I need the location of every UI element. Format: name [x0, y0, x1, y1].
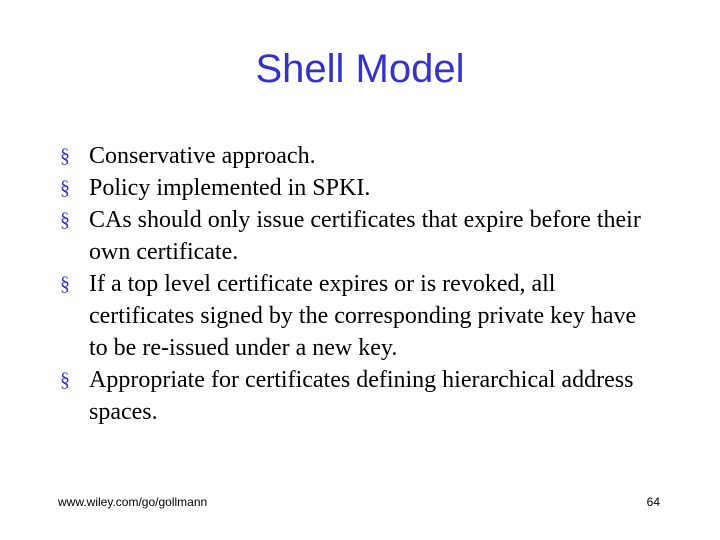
- bullet-item-cas-expiry: [60, 204, 660, 268]
- bullet-marker-icon: §: [60, 145, 70, 167]
- page-number: 64: [646, 495, 660, 509]
- bullet-marker-icon: §: [60, 369, 70, 391]
- bullet-text: If a top level certificate expires or is revoked, all certificates signed by the corresponding private key have to be re-issued under a new key.: [89, 271, 637, 361]
- bullet-text: Appropriate for certificates defining hierarchical address spaces.: [89, 367, 634, 425]
- bullet-marker-icon: §: [60, 273, 70, 295]
- bullet-text: Policy implemented in SPKI.: [89, 175, 371, 201]
- bullet-marker-icon: §: [60, 209, 70, 231]
- bullet-text: CAs should only issue certificates that expire before their own certificate.: [89, 207, 641, 265]
- bullet-item-policy: [60, 172, 660, 204]
- bullet-item-conservative: [60, 140, 660, 172]
- bullet-list: [60, 140, 660, 428]
- bullet-text: Conservative approach.: [89, 143, 316, 169]
- bullet-item-hierarchical: [60, 364, 660, 428]
- footer-url: www.wiley.com/go/gollmann: [58, 495, 208, 509]
- slide-title: Shell Model: [255, 47, 465, 91]
- bullet-marker-icon: §: [60, 177, 70, 199]
- bullet-item-revocation: [60, 268, 660, 364]
